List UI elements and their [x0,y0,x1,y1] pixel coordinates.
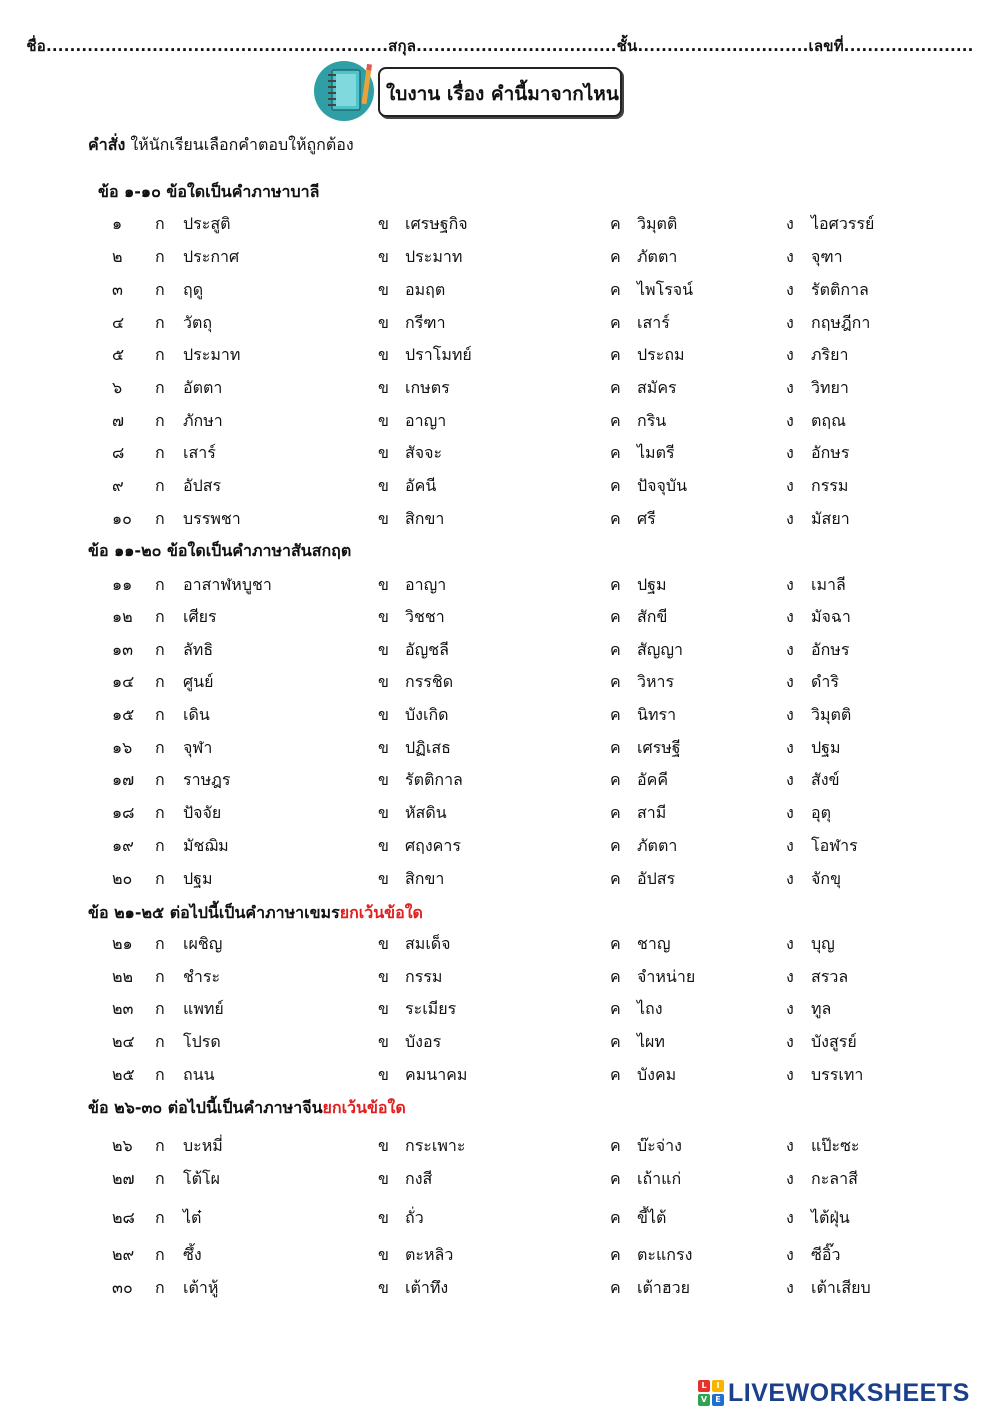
answer-option[interactable]: โปรด [183,1032,221,1051]
question-number: ๑ [112,214,123,233]
answer-option[interactable]: อมฤต [405,280,446,299]
option-letter: ข [378,1032,389,1051]
option-letter: ง [786,934,794,953]
answer-option[interactable]: สัญญา [637,640,684,659]
answer-option[interactable]: ราษฎร [183,770,231,789]
option-letter: ข [378,672,389,691]
option-letter: ข [378,1245,389,1264]
answer-option[interactable]: ปฏิเสธ [405,738,451,757]
option-letter: ข [378,378,389,397]
option-letter: ง [786,1032,794,1051]
option-letter: ก [155,411,165,430]
answer-option[interactable]: อุตุ [811,803,831,822]
question-number: ๑๓ [112,640,134,659]
answer-option[interactable]: กรรชิด [405,672,454,691]
option-letter: ง [786,607,794,626]
answer-option[interactable]: วิหาร [637,672,675,691]
answer-option[interactable]: บังเกิด [405,705,449,724]
answer-option[interactable]: ไต้ฝุ่น [811,1208,850,1227]
answer-option[interactable]: อัปสร [637,869,676,888]
answer-option[interactable]: ซีอิ๊ว [811,1245,841,1264]
question-number: ๑๕ [112,705,135,724]
logo-text: LIVEWORKSHEETS [728,1378,970,1407]
answer-option[interactable]: สมัคร [637,378,677,397]
option-letter: ก [155,1032,165,1051]
option-letter: ง [786,378,794,397]
question-number: ๒๗ [112,1169,135,1188]
option-letter: ง [786,411,794,430]
instruction [88,133,354,158]
option-letter: ข [378,999,389,1018]
option-letter: ง [786,999,794,1018]
option-letter: ก [155,575,165,594]
section-title: ข้อ ๑-๑๐ ข้อใดเป็นคำภาษาบาลี [98,182,320,201]
option-letter: ง [786,967,794,986]
option-letter: ง [786,313,794,332]
answer-option[interactable]: เต้าทึง [405,1278,449,1297]
answer-option[interactable]: ศูนย์ [183,672,214,691]
answer-option[interactable]: ซึ้ง [183,1245,202,1264]
option-letter: ง [786,869,794,888]
option-letter: ง [786,1169,794,1188]
answer-option[interactable]: จักขุ [811,869,841,888]
logo-tiles-icon [698,1380,724,1406]
option-letter: ก [155,999,165,1018]
option-letter: ข [378,967,389,986]
section-title-except: ยกเว้นข้อใด [322,1098,406,1117]
option-letter: ค [610,411,621,430]
answer-option[interactable]: ตฤณ [811,411,846,430]
answer-option[interactable]: ตะแกรง [637,1245,693,1264]
answer-option[interactable]: เศียร [183,607,217,626]
option-letter: ค [610,1169,621,1188]
option-letter: ข [378,1065,389,1084]
logo-tile: E [712,1394,724,1406]
question-number: ๗ [112,411,125,430]
answer-option[interactable]: เกษตร [405,378,450,397]
option-letter: ง [786,247,794,266]
answer-option[interactable]: รัตติกาล [811,280,869,299]
option-letter: ก [155,738,165,757]
question-number: ๑๔ [112,672,135,691]
answer-option[interactable]: ประกาศ [183,247,240,266]
option-letter: ง [786,672,794,691]
question-number: ๑๗ [112,770,135,789]
answer-option[interactable]: กรีฑา [405,313,446,332]
option-letter: ค [610,1208,621,1227]
option-letter: ข [378,934,389,953]
answer-option[interactable]: ไอศวรรย์ [811,214,875,233]
answer-option[interactable]: บังสูรย์ [811,1032,857,1051]
question-number: ๒ [112,247,123,266]
option-letter: ก [155,803,165,822]
option-letter: ก [155,934,165,953]
option-letter: ค [610,770,621,789]
option-letter: ง [786,1278,794,1297]
answer-option[interactable]: บะหมี่ [183,1136,223,1155]
answer-option[interactable]: มัสยา [811,509,850,528]
answer-option[interactable]: สัจจะ [405,443,443,462]
option-letter: ก [155,1065,165,1084]
question-number: ๙ [112,476,124,495]
answer-option[interactable]: ไพโรจน์ [637,280,694,299]
answer-option[interactable]: บรรเทา [811,1065,864,1084]
option-letter: ก [155,1136,165,1155]
question-number: ๑๙ [112,836,134,855]
answer-option[interactable]: สรวล [811,967,849,986]
answer-option[interactable]: อักษร [811,640,850,659]
answer-option[interactable]: บ๊ะจ่าง [637,1136,682,1155]
answer-option[interactable]: กรรม [405,967,443,986]
option-letter: ก [155,770,165,789]
option-letter: ก [155,509,165,528]
option-letter: ง [786,575,794,594]
answer-option[interactable]: สิกขา [405,869,445,888]
answer-option[interactable]: อักษร [811,443,850,462]
option-letter: ข [378,313,389,332]
answer-option[interactable]: ศฤงคาร [405,836,461,855]
answer-option[interactable]: วิมุตติ [637,214,678,233]
option-letter: ค [610,575,621,594]
option-letter: ก [155,247,165,266]
logo-tile: L [698,1380,710,1392]
logo-tile: I [712,1380,724,1392]
option-letter: ง [786,345,794,364]
option-letter: ข [378,607,389,626]
option-letter: ค [610,803,621,822]
option-letter: ก [155,345,165,364]
answer-option[interactable]: ประถม [637,345,685,364]
answer-option[interactable]: สิกขา [405,509,445,528]
question-number: ๑๐ [112,509,132,528]
option-letter: ค [610,672,621,691]
answer-option[interactable]: บังอร [405,1032,442,1051]
question-number: ๑๒ [112,607,133,626]
answer-option[interactable]: ภริยา [811,345,849,364]
answer-option[interactable]: มัจฉา [811,607,851,626]
option-letter: ค [610,280,621,299]
answer-option[interactable]: ตะหลิว [405,1245,454,1264]
option-letter: ง [786,640,794,659]
option-letter: ง [786,280,794,299]
answer-option[interactable]: ระเมียร [405,999,457,1018]
worksheet-title: ใบงาน เรื่อง คำนี้มาจากไหน [386,83,619,105]
answer-option[interactable]: สามี [637,803,667,822]
answer-option[interactable]: เผชิญ [183,934,223,953]
question-number: ๓๐ [112,1278,133,1297]
question-number: ๖ [112,378,123,397]
option-letter: ง [786,1136,794,1155]
answer-option[interactable]: อาสาฬหบูชา [183,575,272,594]
answer-option[interactable]: เสาร์ [183,443,216,462]
option-letter: ข [378,411,389,430]
option-letter: ค [610,345,621,364]
option-letter: ง [786,1245,794,1264]
answer-option[interactable]: นิทรา [637,705,677,724]
answer-option[interactable]: ฤดู [183,280,204,299]
option-letter: ก [155,967,165,986]
option-letter: ก [155,869,165,888]
option-letter: ก [155,280,165,299]
option-letter: ง [786,1065,794,1084]
answer-option[interactable]: ทูล [811,999,832,1018]
section-title-except: ยกเว้นข้อใด [339,903,423,922]
option-letter: ข [378,247,389,266]
answer-option[interactable]: ปัจจุบัน [637,476,687,495]
question-number: ๒๒ [112,967,134,986]
answer-option[interactable]: ปราโมทย์ [405,345,472,364]
option-letter: ข [378,509,389,528]
option-letter: ค [610,214,621,233]
notebook-icon [312,60,382,122]
option-letter: ค [610,705,621,724]
answer-option[interactable]: อัญชลี [405,640,449,659]
answer-option[interactable]: ประมาท [183,345,241,364]
answer-option[interactable]: ไต๋ [183,1208,202,1227]
option-letter: ค [610,1032,621,1051]
answer-option[interactable]: โต้โผ [183,1169,220,1188]
answer-option[interactable]: โอฬาร [811,836,858,855]
option-letter: ก [155,1208,165,1227]
answer-option[interactable]: วัตถุ [183,313,213,332]
answer-option[interactable]: เศรษฐกิจ [405,214,468,233]
option-letter: ค [610,640,621,659]
option-letter: ข [378,803,389,822]
answer-option[interactable]: หัสดิน [405,803,447,822]
question-number: ๒๑ [112,934,133,953]
option-letter: ง [786,214,794,233]
option-letter: ก [155,476,165,495]
answer-option[interactable]: ถนน [183,1065,215,1084]
section-title [88,901,423,926]
answer-option[interactable]: อาญา [405,575,447,594]
answer-option[interactable]: ไผท [637,1032,665,1051]
answer-option[interactable]: แป๊ะซะ [811,1136,860,1155]
option-letter: ง [786,476,794,495]
answer-option[interactable]: สังข์ [811,770,840,789]
option-letter: ข [378,1136,389,1155]
option-letter: ง [786,443,794,462]
answer-option[interactable]: มัชฌิม [183,836,229,855]
answer-option[interactable]: กงสี [405,1169,433,1188]
option-letter: ก [155,1169,165,1188]
answer-option[interactable]: ปฐม [183,869,213,888]
answer-option[interactable]: เต้าเสียบ [811,1278,871,1297]
option-letter: ง [786,1208,794,1227]
question-number: ๑๑ [112,575,133,594]
question-number: ๘ [112,443,125,462]
question-number: ๒๓ [112,999,134,1018]
answer-option[interactable]: ภักษา [183,411,223,430]
answer-option[interactable]: ไมตรี [637,443,675,462]
question-number: ๒๕ [112,1065,135,1084]
answer-option[interactable]: กะลาสี [811,1169,858,1188]
answer-option[interactable]: ขี้ไต้ [637,1208,667,1227]
option-letter: ง [786,738,794,757]
option-letter: ข [378,705,389,724]
answer-option[interactable]: บังคม [637,1065,677,1084]
question-number: ๒๙ [112,1245,135,1264]
option-letter: ค [610,313,621,332]
answer-option[interactable]: วิชชา [405,607,445,626]
answer-option[interactable]: วิมุตติ [811,705,852,724]
option-letter: ก [155,705,165,724]
answer-option[interactable]: ศรี [637,509,656,528]
answer-option[interactable]: ประมาท [405,247,463,266]
answer-option[interactable]: บุญ [811,934,835,953]
answer-option[interactable]: ปฐม [811,738,841,757]
option-letter: ข [378,443,389,462]
answer-option[interactable]: ชำระ [183,967,221,986]
option-letter: ข [378,770,389,789]
option-letter: ข [378,575,389,594]
question-number: ๑๘ [112,803,135,822]
option-letter: ค [610,443,621,462]
worksheet-title-box [378,67,622,117]
option-letter: ง [786,705,794,724]
answer-option[interactable]: ภัตตา [637,836,678,855]
question-number: ๕ [112,345,125,364]
option-letter: ง [786,803,794,822]
answer-option[interactable]: กรรม [811,476,849,495]
option-letter: ค [610,1278,621,1297]
option-letter: ก [155,443,165,462]
liveworksheets-logo [698,1378,970,1408]
answer-option[interactable]: อัปสร [183,476,222,495]
question-number: ๒๐ [112,869,133,888]
answer-option[interactable]: ไถง [637,999,663,1018]
option-letter: ก [155,214,165,233]
question-number: ๒๖ [112,1136,133,1155]
answer-option[interactable]: วิทยา [811,378,849,397]
option-letter: ค [610,999,621,1018]
question-number: ๓ [112,280,123,299]
answer-option[interactable]: เดิน [183,705,210,724]
answer-option[interactable]: ปัจจัย [183,803,222,822]
answer-option[interactable]: ภัตตา [637,247,678,266]
option-letter: ข [378,345,389,364]
option-letter: ข [378,476,389,495]
answer-option[interactable]: ถั่ว [405,1208,424,1227]
answer-option[interactable]: จุฬา [183,738,213,757]
answer-option[interactable]: กฤษฎีกา [811,313,871,332]
option-letter: ง [786,509,794,528]
answer-option[interactable]: เถ้าแก่ [637,1169,682,1188]
question-number: ๒๔ [112,1032,135,1051]
answer-option[interactable]: อัคนี [405,476,437,495]
answer-option[interactable]: กระเพาะ [405,1136,466,1155]
option-letter: ข [378,1208,389,1227]
answer-option[interactable]: รัตติกาล [405,770,463,789]
option-letter: ข [378,214,389,233]
option-letter: ค [610,247,621,266]
option-letter: ข [378,869,389,888]
section-title: ข้อ ๑๑-๒๐ ข้อใดเป็นคำภาษาสันสกฤต [88,541,352,560]
option-letter: ค [610,869,621,888]
answer-option[interactable]: อัคคี [637,770,669,789]
option-letter: ค [610,1065,621,1084]
student-info-line: ชื่อ..........................................................สกุล..................................ชั้น.............................เลขที่...................... [26,37,974,55]
option-letter: ข [378,280,389,299]
option-letter: ง [786,770,794,789]
answer-option[interactable]: เต้าหู้ [183,1278,219,1297]
answer-option[interactable]: อัตตา [183,378,223,397]
option-letter: ก [155,1278,165,1297]
answer-option[interactable]: สมเด็จ [405,934,451,953]
answer-option[interactable]: กริน [637,411,667,430]
answer-option[interactable]: ลัทธิ [183,640,214,659]
answer-option[interactable]: สักขี [637,607,668,626]
option-letter: ค [610,1245,621,1264]
option-letter: ค [610,509,621,528]
option-letter: ข [378,738,389,757]
option-letter: ก [155,378,165,397]
answer-option[interactable]: เต้าฮวย [637,1278,690,1297]
answer-option[interactable]: อาญา [405,411,447,430]
answer-option[interactable]: บรรพชา [183,509,241,528]
answer-option[interactable]: จุฑา [811,247,843,266]
answer-option[interactable]: แพทย์ [183,999,224,1018]
option-letter: ค [610,1136,621,1155]
option-letter: ข [378,836,389,855]
option-letter: ข [378,640,389,659]
section-title-main: ข้อ ๒๖-๓๐ ต่อไปนี้เป็นคำภาษาจีน [88,1098,323,1117]
option-letter: ค [610,476,621,495]
option-letter: ก [155,1245,165,1264]
answer-option[interactable]: ชาญ [637,934,671,953]
section-title [88,1096,406,1121]
option-letter: ค [610,934,621,953]
option-letter: ค [610,378,621,397]
answer-option[interactable]: เศรษฐี [637,738,681,757]
answer-option[interactable]: จำหน่าย [637,967,696,986]
option-letter: ก [155,640,165,659]
option-letter: ก [155,313,165,332]
logo-tile: V [698,1394,710,1406]
answer-option[interactable]: ประสูติ [183,214,231,233]
answer-option[interactable]: ปฐม [637,575,667,594]
question-number: ๑๖ [112,738,133,757]
section-title-main: ข้อ ๒๑-๒๕ ต่อไปนี้เป็นคำภาษาเขมร [88,903,340,922]
instruction-label: คำสั่ง [88,135,126,154]
option-letter: ค [610,607,621,626]
option-letter: ก [155,672,165,691]
option-letter: ข [378,1169,389,1188]
answer-option[interactable]: ดำริ [811,672,839,691]
answer-option[interactable]: เมาลี [811,575,846,594]
option-letter: ก [155,607,165,626]
option-letter: ข [378,1278,389,1297]
question-number: ๔ [112,313,125,332]
option-letter: ง [786,836,794,855]
option-letter: ก [155,836,165,855]
option-letter: ค [610,967,621,986]
question-number: ๒๘ [112,1208,135,1227]
answer-option[interactable]: เสาร์ [637,313,670,332]
option-letter: ค [610,738,621,757]
answer-option[interactable]: คมนาคม [405,1065,468,1084]
option-letter: ค [610,836,621,855]
instruction-text: ให้นักเรียนเลือกคำตอบให้ถูกต้อง [130,135,354,154]
